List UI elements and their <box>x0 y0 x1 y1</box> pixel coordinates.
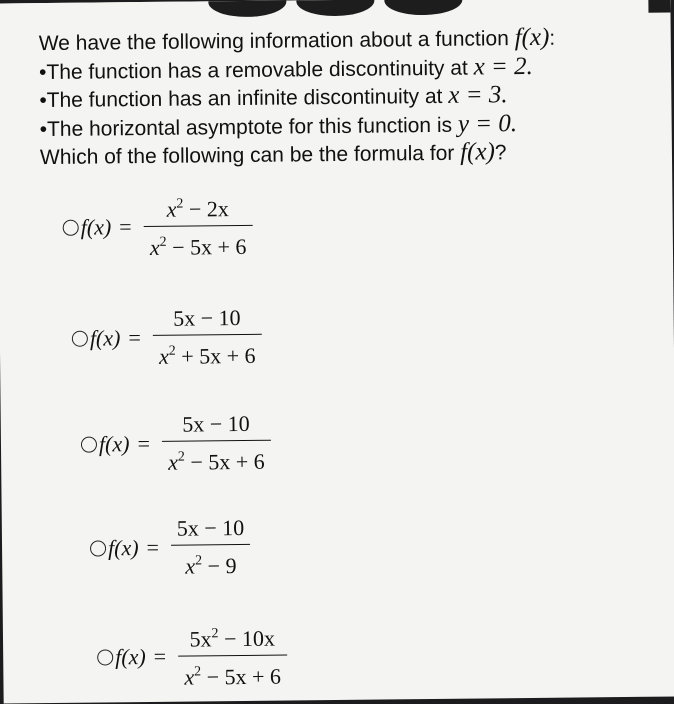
denominator: $x^2 + 5x + 6$ <box>158 343 256 370</box>
fraction <box>143 189 252 264</box>
numerator: 5x − 10 <box>176 514 245 541</box>
bullet-asymptote: •The horizontal asymptote for this function is y = 0. <box>39 109 518 141</box>
equals-sign: = <box>153 643 167 669</box>
denominator: $x^2 - 5x + 6$ <box>184 663 282 691</box>
option-lhs: f(x) <box>107 535 139 561</box>
top-edge <box>0 0 670 20</box>
answer-option-4[interactable] <box>90 513 251 583</box>
numerator: 5x − 10 <box>173 305 241 331</box>
radio-button[interactable] <box>63 219 79 235</box>
equals-sign: = <box>128 325 141 351</box>
numerator: $5x^2 - 10x$ <box>189 625 276 652</box>
fraction <box>162 409 271 479</box>
denominator: $x^2 - 5x + 6$ <box>149 234 247 261</box>
decorative-shape <box>296 0 374 16</box>
option-lhs: f(x) <box>115 643 146 670</box>
fraction <box>171 513 251 582</box>
question-text <box>39 23 640 172</box>
equals-sign: = <box>137 431 151 457</box>
fraction <box>178 619 287 694</box>
option-lhs: f(x) <box>89 325 121 351</box>
equals-sign: = <box>119 213 132 239</box>
answer-option-2[interactable] <box>72 303 262 373</box>
fraction <box>152 303 261 373</box>
denominator: $x^2 - 9$ <box>185 553 237 579</box>
answer-option-5[interactable] <box>97 619 287 694</box>
radio-button[interactable] <box>72 331 88 347</box>
option-lhs: f(x) <box>80 214 112 240</box>
option-lhs: f(x) <box>98 431 130 457</box>
equals-sign: = <box>146 535 160 561</box>
answer-option-3[interactable] <box>81 409 271 479</box>
radio-button[interactable] <box>90 541 106 557</box>
decorative-shape <box>208 0 286 17</box>
decorative-shape <box>384 0 462 15</box>
denominator: $x^2 - 5x + 6$ <box>167 449 265 476</box>
bullet-infinite: •The function has an infinite discontinuity at x = 3. <box>39 81 508 113</box>
radio-button[interactable] <box>81 437 97 453</box>
answer-option-1[interactable] <box>62 189 252 264</box>
bullet-removable: •The function has a removable discontinuity at x = 2. <box>38 52 533 84</box>
numerator: $x^2 - 2x$ <box>166 196 229 222</box>
question-intro: We have the following information about a function f(x): <box>38 23 556 56</box>
radio-button[interactable] <box>97 649 113 665</box>
question-ask: Which of the following can be the formula for f(x)? <box>39 138 507 170</box>
decorative-shape <box>648 0 670 15</box>
numerator: 5x − 10 <box>182 410 250 437</box>
